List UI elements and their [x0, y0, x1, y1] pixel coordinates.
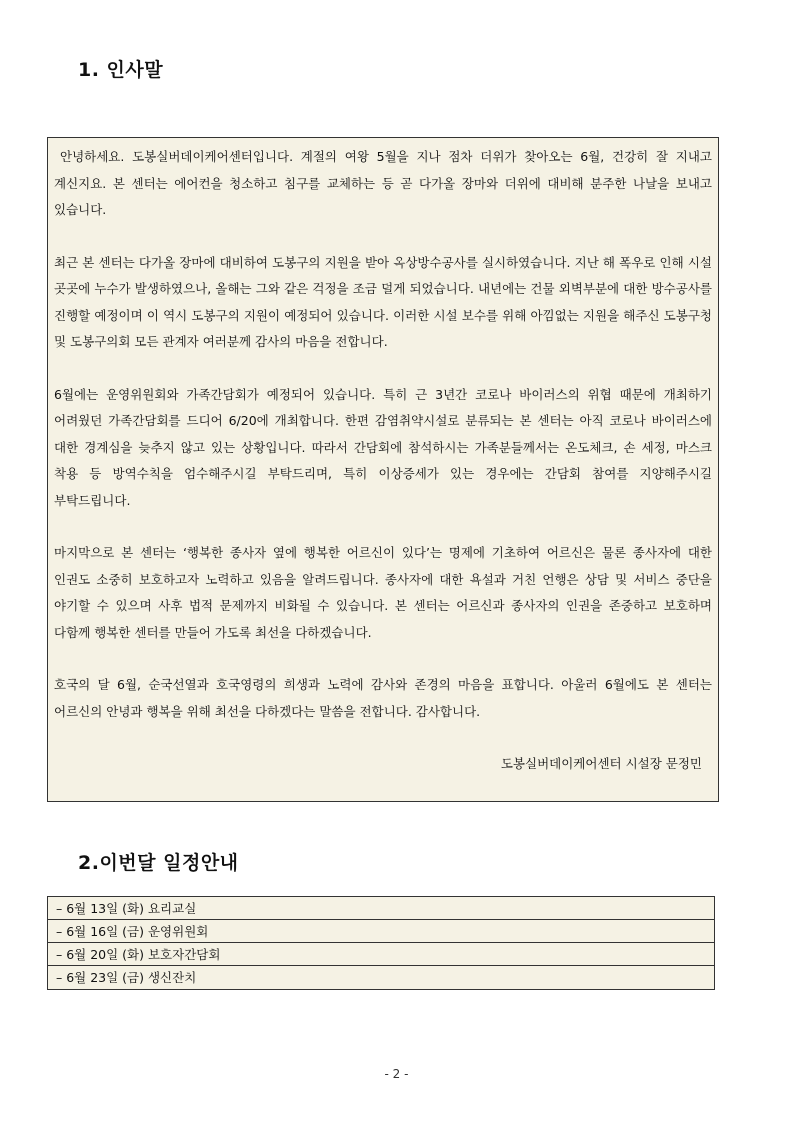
section-title-greeting: 1. 인사말 — [78, 59, 164, 81]
schedule-item: – 6월 23일 (금) 생신잔치 — [56, 970, 197, 985]
greeting-paragraph: 호국의 달 6월, 순국선열과 호국영령의 희생과 노력에 감사와 존경의 마음을 표합니다. 아울러 6월에도 본 센터는 어르신의 안녕과 행복을 위해 최선을 다하겠다는 말씀을 전합니다. 감사합니다. — [54, 677, 712, 719]
schedule-item: – 6월 13일 (화) 요리교실 — [48, 897, 714, 920]
greeting-box — [47, 137, 719, 802]
page-number: - 2 - — [384, 1067, 409, 1081]
schedule-item: – 6월 16일 (금) 운영위원회 — [48, 920, 714, 943]
schedule-list — [47, 896, 715, 990]
signature: 도봉실버데이케어센터 시설장 문정민 — [500, 756, 702, 771]
greeting-paragraph: 6월에는 운영위원회와 가족간담회가 예정되어 있습니다. 특히 근 3년간 코로나 바이러스의 위협 때문에 개최하기 어려웠던 가족간담회를 드디어 6/20에 개최합니다. 한편 감염취약시설로 분류되는 본 센터는 아직 코로나 바이러스에 대한 경계심을 늦추지 않고 있는 상황입니다. 따라서 간담회에 참석하시는 가족분들께서는 온도체크, 손 세정, 마스크 착용 등 방역수칙을 엄수해주시길 부탁드리며, 특히 이상증세가 있는 경우에는 간담회 참여를 지양해주시길 부탁드립니다. — [54, 386, 712, 508]
greeting-paragraph: 마지막으로 본 센터는 ‘행복한 종사자 옆에 행복한 어르신이 있다’는 명제에 기초하여 어르신은 물론 종사자에 대한 인권도 소중히 보호하고자 노력하고 있음을 알려드립니다. 종사자에 대한 욕설과 거친 언행은 상담 및 서비스 중단을 야기할 수 있으며 사후 법적 문제까지 비화될 수 있습니다. 본 센터는 어르신과 종사자의 인권을 존중하고 보호하며 다함께 행복한 센터를 만들어 가도록 최선을 다하겠습니다. — [54, 545, 712, 640]
greeting-paragraph: 최근 본 센터는 다가올 장마에 대비하여 도봉구의 지원을 받아 옥상방수공사를 실시하였습니다. 지난 해 폭우로 인해 시설 곳곳에 누수가 발생하였으나, 올해는 그와 같은 걱정을 조금 덜게 되었습니다. 내년에는 건물 외벽부분에 대한 방수공사를 진행할 예정이며 이 역시 도봉구의 지원이 예정되어 있습니다. 이러한 시설 보수를 위해 아낌없는 지원을 해주신 도봉구청 및 도봉구의회 모든 관계자 여러분께 감사의 마음을 전합니다. — [54, 254, 712, 349]
schedule-item: – 6월 20일 (화) 보호자간담회 — [48, 943, 714, 966]
section-title-schedule: 2.이번달 일정안내 — [78, 852, 239, 874]
greeting-paragraph: 안녕하세요. 도봉실버데이케어센터입니다. 계절의 여왕 5월을 지나 점차 더위가 찾아오는 6월, 건강히 잘 지내고 계신지요. 본 센터는 에어컨을 청소하고 침구를 교체하는 등 곧 다가올 장마와 더위에 대비해 분주한 나날을 보내고 있습니다. — [54, 149, 712, 217]
